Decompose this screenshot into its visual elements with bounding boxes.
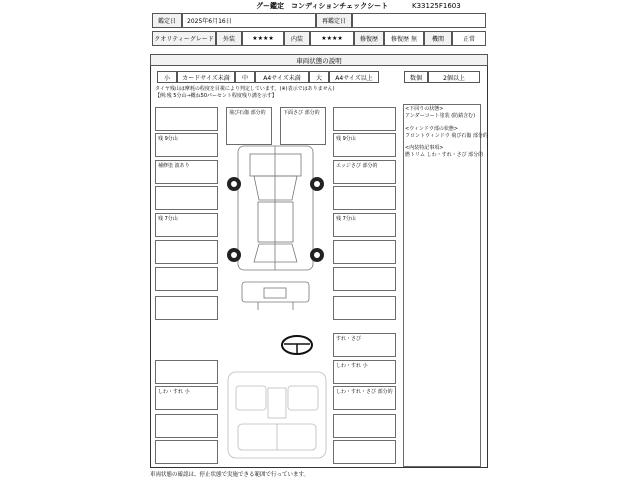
notes-interior-title: <内装特記事項> [405,145,444,151]
notes-window-title: <ウィンドウ部の状態> [405,126,459,132]
callout-box-left-2 [155,133,218,157]
legend-large-desc: A4サイズ以上 [329,71,379,83]
interior-box-right-2 [333,360,396,384]
callout-box-right-1 [333,107,396,131]
equipment-value: 正常 [452,31,486,46]
interior-box-right-4 [333,414,396,438]
tire-note-line2: 【例:残 5分山→概ね50パーセント程度残り溝を示す】 [155,93,277,99]
legend-medium: 中 [235,71,255,83]
footer-note: 車両状態の確認は、停止状態で実施できる範囲で行っています。 [150,472,310,478]
legend-medium-desc: A4サイズ未満 [255,71,309,83]
callout-box-right-7 [333,267,396,291]
callout-box-right-5 [333,213,396,237]
interior-label: 内装 [284,31,310,46]
legend-large: 大 [309,71,329,83]
interior-left-1-text: しわ・すれ 小 [158,389,190,395]
callout-left-3-text: 補修塗 波あり [158,163,190,169]
callout-right-3-text: エッジさび 部分的 [336,163,378,169]
sheet-code: K33125F1603 [412,2,461,10]
interior-box-left-1 [155,360,218,384]
legend-small-desc: カードサイズ未満 [177,71,235,83]
callout-left-5-text: 残 7分山 [158,216,178,222]
legend-count-desc: 2個以上 [428,71,480,83]
reappraisal-date-value [352,13,486,28]
legend-count: 数個 [404,71,428,83]
exterior-label: 外装 [216,31,242,46]
interior-box-right-5 [333,440,396,464]
tire-icons [227,177,324,262]
notes-interior-text: 燃トリム しわ・すれ・さび 部分的 [405,152,484,158]
interior-diagram [222,368,332,462]
callout-box-right-8 [333,296,396,320]
quality-grade-label: クオリティーグレード [152,31,216,46]
interior-right-2-text: しわ・すれ 小 [336,363,368,369]
interior-right-3-text: しわ・すれ・さび 部分的 [336,389,393,395]
reappraisal-date-label: 再鑑定日 [316,13,352,28]
callout-top-left-2-text: 飛び石傷 部分的 [229,110,266,116]
callout-right-2-text: 残 9分山 [336,136,356,142]
interior-box-left-4 [155,440,218,464]
interior-right-1-text: すれ・さび [336,336,362,342]
interior-box-right-3 [333,386,396,410]
notes-panel [403,104,484,467]
callout-top-right-1-text: 下面さび 部分的 [283,110,320,116]
notes-under-text: アンダーコート塗装 (防錆含む) [405,113,476,119]
appraisal-date-value: 2025年6月16日 [182,13,316,28]
section-title: 車両状態の説明 [150,54,488,66]
callout-box-left-3 [155,160,218,184]
notes-window-text: フロントウィンドウ 飛び石傷 部分的 [405,133,488,139]
callout-box-left-8 [155,296,218,320]
steering-wheel-icon [280,334,314,356]
callout-box-left-5 [155,213,218,237]
sheet-title: グー鑑定 コンディションチェックシート [256,2,389,10]
callout-box-left-1 [155,107,218,131]
exterior-car-diagram [218,140,333,310]
repair-history-value: 修復歴 無 [384,31,424,46]
interior-box-left-3 [155,414,218,438]
notes-under-title: <下回りの状態> [405,106,444,112]
exterior-rating: ★★★★ [242,31,284,46]
callout-box-left-6 [155,240,218,264]
callout-box-right-2 [333,133,396,157]
callout-box-right-4 [333,186,396,210]
interior-box-left-2 [155,386,218,410]
tire-note-line1: タイヤ残山は摩耗の程度を目視により判定しています。(※)表示ではありません) [155,86,335,92]
callout-box-left-7 [155,267,218,291]
interior-box-right-1 [333,333,396,357]
equipment-label: 機関 [424,31,452,46]
appraisal-date-label: 鑑定日 [152,13,182,28]
interior-rating: ★★★★ [310,31,354,46]
callout-left-2-text: 残 9分山 [158,136,178,142]
callout-box-right-3 [333,160,396,184]
repair-history-label: 修復歴 [354,31,384,46]
callout-right-5-text: 残 7分山 [336,216,356,222]
callout-box-left-4 [155,186,218,210]
callout-box-right-6 [333,240,396,264]
legend-small: 小 [157,71,177,83]
